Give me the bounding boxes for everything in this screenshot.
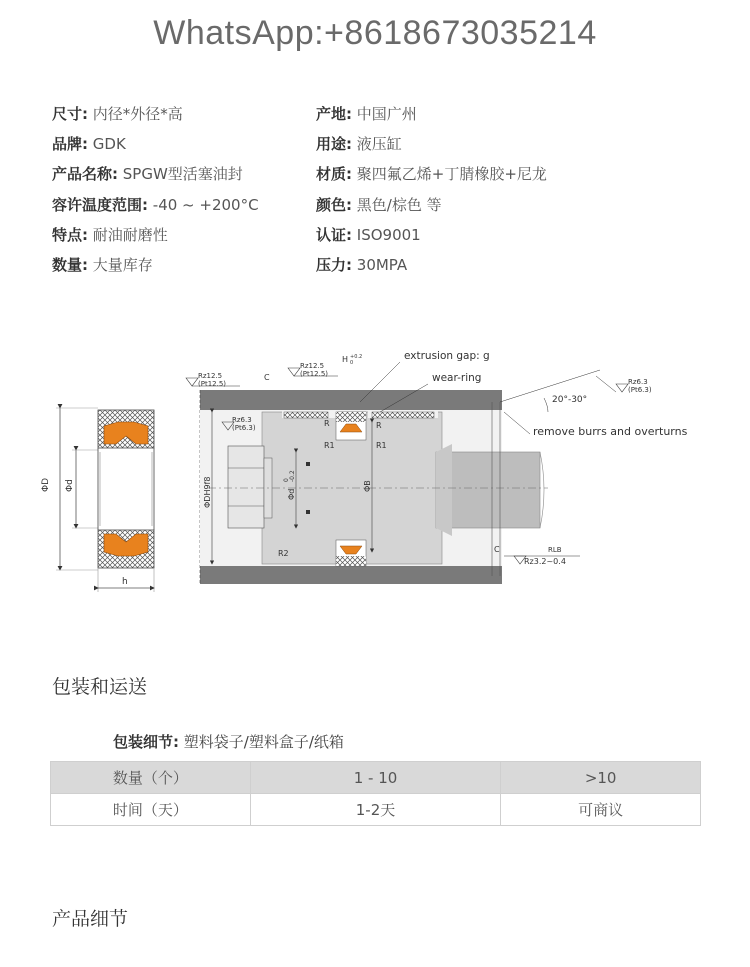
seal-technical-diagram: [0, 340, 750, 600]
dim-phi-D: ΦD: [41, 477, 51, 492]
spec-value: 聚四氟乙烯+丁腈橡胶+尼龙: [356, 165, 547, 183]
packing-detail-value: 塑料袋子/塑料盒子/纸箱: [183, 733, 344, 751]
whatsapp-contact: WhatsApp:+8618673035214: [153, 14, 597, 52]
finish-rz63-inner: Rz6.3: [232, 416, 252, 424]
delivery-table: [50, 761, 701, 826]
finish-pt125-left: (Pt12.5): [198, 380, 227, 388]
spec-value: 耐油耐磨性: [92, 226, 168, 244]
spec-key: 压力:: [316, 256, 352, 274]
section-title-product-details: 产品细节: [52, 908, 129, 930]
label-rlb: RLB: [548, 546, 562, 554]
spec-key: 尺寸:: [52, 105, 88, 123]
spec-key: 颜色:: [316, 196, 352, 214]
label-R-left: R: [324, 419, 330, 428]
assembly-drawing: [186, 350, 688, 584]
spec-key: 产品名称:: [52, 165, 118, 183]
spec-key: 容许温度范围:: [52, 196, 148, 214]
spec-value: 黑色/棕色 等: [356, 196, 442, 214]
spec-key: 用途:: [316, 135, 352, 153]
label-c-top: C: [264, 373, 270, 382]
spec-feature: [52, 225, 168, 245]
packing-detail-key: 包装细节:: [113, 733, 179, 751]
dim-d2-tol-bottom: -0.2: [289, 470, 296, 482]
callout-extrusion-gap: extrusion gap: g: [404, 350, 490, 362]
spec-value: SPGW型活塞油封: [122, 165, 243, 183]
label-angle: 20°-30°: [552, 395, 588, 405]
label-R-right: R: [376, 421, 382, 430]
finish-rz125-mid: Rz12.5: [300, 362, 325, 370]
spec-quantity: [52, 255, 153, 275]
spec-value: ISO9001: [356, 226, 421, 244]
spec-usage: [316, 134, 402, 154]
dim-h: h: [122, 577, 128, 587]
table-header-row: [51, 762, 701, 794]
finish-rz63-right: Rz6.3: [628, 378, 648, 386]
spec-key: 特点:: [52, 226, 88, 244]
spec-value: GDK: [92, 135, 126, 153]
finish-rz125-left: Rz12.5: [198, 372, 223, 380]
spec-key: 认证:: [316, 226, 352, 244]
spec-material: [316, 164, 547, 184]
seal-cross-section: [41, 408, 154, 592]
spec-pressure: [316, 255, 407, 275]
spec-value: 中国广州: [356, 105, 417, 123]
finish-pt63-inner: (Pt6.3): [232, 424, 256, 432]
table-cell: 可商议: [501, 794, 701, 826]
spec-key: 品牌:: [52, 135, 88, 153]
table-cell: 时间（天）: [51, 794, 251, 826]
spec-certification: [316, 225, 421, 245]
spec-size: [52, 104, 183, 124]
table-row: [51, 794, 701, 826]
spec-value: 内径*外径*高: [92, 105, 183, 123]
spec-value: 大量库存: [92, 256, 153, 274]
table-header-cell: >10: [501, 762, 701, 794]
spec-key: 数量:: [52, 256, 88, 274]
spec-key: 产地:: [316, 105, 352, 123]
dim-d2-tol-top: 0: [283, 478, 290, 482]
finish-rz32: Rz3.2~0.4: [524, 557, 566, 566]
label-c-bottom: C: [494, 545, 500, 554]
section-title-packing: 包装和运送: [52, 676, 148, 698]
label-R1-left: R1: [324, 441, 335, 450]
spec-product-name: [52, 164, 243, 184]
dim-phi-B: ΦB: [363, 480, 372, 492]
spec-value: 30MPA: [356, 256, 408, 274]
table-header-cell: 数量（个）: [51, 762, 251, 794]
spec-temperature: [52, 195, 259, 215]
spec-value: 液压缸: [356, 135, 402, 153]
callout-wear-ring: wear-ring: [432, 372, 482, 384]
packing-detail: [113, 731, 344, 752]
finish-pt125-mid: (Pt12.5): [300, 370, 329, 378]
label-H-tol-top: +0.2: [350, 354, 363, 360]
dim-phi-d2: Φd: [287, 488, 296, 500]
callout-remove-burrs: remove burrs and overturns: [533, 425, 688, 438]
label-H-tol-bottom: 0: [350, 360, 354, 366]
label-R2: R2: [278, 549, 289, 558]
dim-phi-d: Φd: [65, 479, 75, 492]
finish-pt63-right: (Pt6.3): [628, 386, 652, 394]
spec-origin: [316, 104, 417, 124]
table-header-cell: 1 - 10: [250, 762, 501, 794]
dim-phi-DH: ΦDH9f8: [203, 476, 212, 508]
table-cell: 1-2天: [250, 794, 501, 826]
label-H: H: [342, 355, 349, 364]
spec-brand: [52, 134, 126, 154]
spec-value: -40 ~ +200°C: [152, 196, 259, 214]
spec-color: [316, 195, 442, 215]
spec-key: 材质:: [316, 165, 352, 183]
label-R1-right: R1: [376, 441, 387, 450]
